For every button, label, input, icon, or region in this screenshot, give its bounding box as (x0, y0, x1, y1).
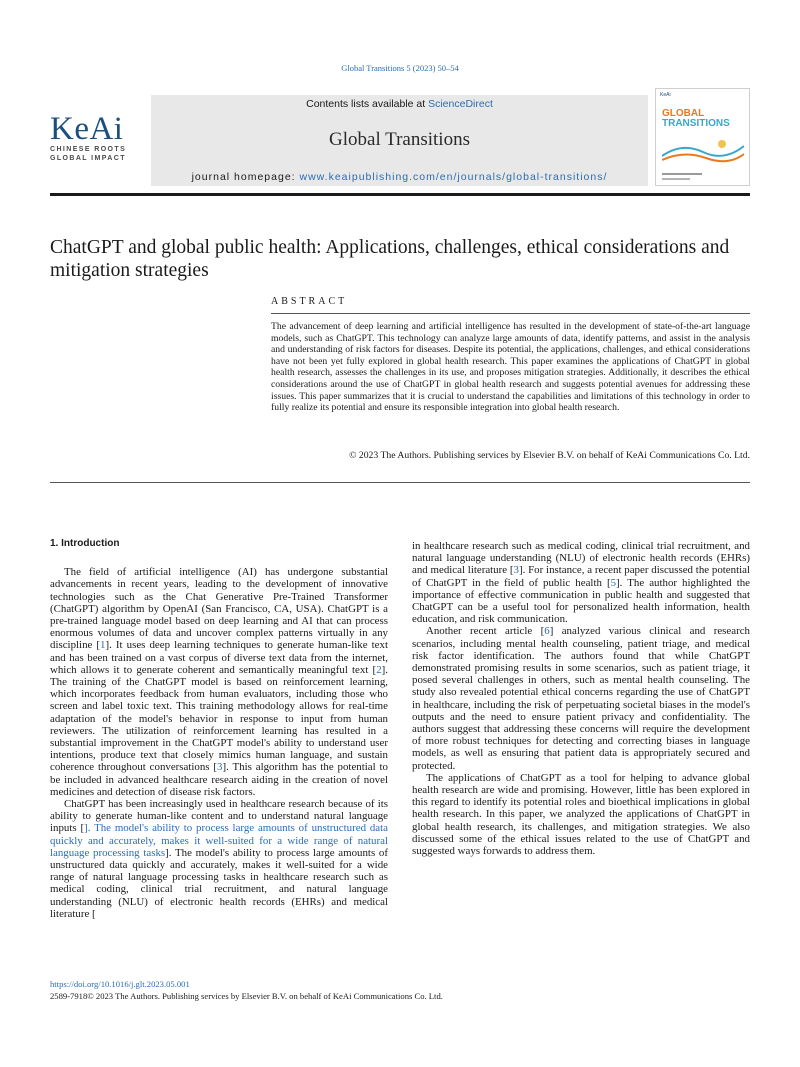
journal-masthead (151, 95, 648, 186)
journal-cover-thumbnail (655, 88, 750, 186)
intro-paragraph-4: The applications of ChatGPT as a tool for helping to advance global health research are wide and promising. However, little has been explored in this regard to identify its potential roles and bioethical implications in global health research. In this paper, we analyzed the applications of ChatGPT in global health research, its challenges, and mitigation strategies. We also discussed some of the ethical issues related to the use of ChatGPT and suggested ways forwards to address them. (412, 771, 750, 858)
citation-link[interactable]: 5 (610, 576, 617, 589)
citation-link[interactable]: ]. The model's ability to process large amounts of unstructured data quickly and accurately, makes it well-suited for a wide range of natural language processing tasks (50, 822, 388, 859)
logo-tagline-2: GLOBAL IMPACT (50, 154, 126, 162)
abstract-heading: ABSTRACT (271, 296, 348, 307)
text-run: in healthcare research such as medical coding, clinical trial recruitment, and natural language understanding (NLU) of electronic health records (EHRs) and medical literature [ (412, 540, 750, 577)
abstract-text: The advancement of deep learning and artificial intelligence has resulted in the development of state-of-the-art language models, such as ChatGPT. This technology can analyze large amounts of data, identify patterns, and assist in the analysis and understanding of risk factors for diseases. Despite its potential, the applications, challenges, and ethical considerations have not been yet fully explored in global health research. This paper examines the applications of ChatGPT in global health research, assesses the challenges in its use, and proposes mitigation strategies. Additionally, it describes the ethical considerations around the use of ChatGPT in global health research and suggests potential avenues for addressing these issues. This paper summarizes that it is crucial to understand the capabilities and limitations of this technology in order to fully realize its potential and ensure its responsible integration into global health research. (271, 321, 750, 414)
text-run: ]. This algorithm has the potential to be included in advanced healthcare research aiding in the creation of novel medicines and detection of disease risk factors. (50, 761, 388, 798)
citation-link[interactable]: 3 (513, 564, 519, 577)
intro-paragraph-2 (50, 798, 388, 920)
keai-logo (50, 112, 135, 163)
contents-line (151, 98, 648, 110)
contents-prefix: Contents lists available at (306, 98, 429, 110)
citation-link[interactable]: 1 (100, 639, 106, 652)
cover-title (662, 109, 730, 129)
intro-paragraph-1 (50, 566, 388, 798)
text-run: ]. The model's ability to process large amounts of unstructured data quickly and accurately, makes it well-suited for a wide range of natural language processing tasks in healthcare research such as medical coding, clinical trial recruitment, and natural language understanding (NLU) of electronic health records (EHRs) and medical literature [ (50, 846, 388, 920)
issn-copyright: 2589-7918© 2023 The Authors. Publishing services by Elsevier B.V. on behalf of KeAi Communications Co. Ltd. (50, 991, 443, 1001)
cover-title-line1: GLOBAL (662, 108, 705, 119)
cover-artwork-icon (662, 134, 744, 164)
intro-paragraph-3 (412, 625, 750, 771)
abstract-end-rule (50, 482, 750, 483)
citation-link[interactable]: 3 (217, 761, 223, 774)
text-run: Another recent article [ (426, 625, 545, 638)
logo-wordmark: KeAi (50, 111, 124, 147)
article-title: ChatGPT and global public health: Applications, challenges, ethical considerations and mitigation strategies (50, 237, 730, 281)
homepage-url-link[interactable]: www.keaipublishing.com/en/journals/global-transitions/ (299, 171, 608, 183)
journal-homepage (151, 171, 648, 183)
text-run: ] analyzed various clinical and research scenarios, including mental health counseling, patient triage, and medical risk factor identification. The authors found that while ChatGPT demonstrated promising results in some scenarios, such as patient triage, it posed several challenges in others, such as mental health counseling. The study also revealed potential ethical concerns regarding the use of ChatGPT in healthcare, including the risk of perpetuating societal biases in the model's outputs and the need to ensure patient privacy and confidentiality. The authors suggest that addressing these concerns will require the development of more robust techniques for detecting and correcting biases in language models, as well as ensuring that patient data is appropriately secured and protected. (412, 625, 750, 772)
text-run: ]. For instance, a recent paper discussed the potential of ChatGPT in the field of public health [ (412, 564, 750, 589)
sciencedirect-link[interactable]: ScienceDirect (428, 98, 493, 110)
logo-tagline-1: CHINESE ROOTS (50, 146, 127, 153)
citation-link[interactable]: 2 (376, 663, 382, 676)
text-run: ChatGPT has been increasingly used in healthcare research because of its ability to generate human-like content and to understand natural language inputs [ (50, 798, 388, 835)
abstract-rule (271, 313, 750, 314)
text-run: ]. The training of the ChatGPT model is based on reinforcement learning, which incorporates feedback from human evaluators, including those who screen and label toxic text. This training methodology allows for real-time adaptation of the model's behavior in response to input from human reviewers. The utilization of reinforcement learning has resulted in a substantial improvement in the ChatGPT model's ability to understand user intentions, produce text that closely mimics human language, and sustain coherence throughout conversations [ (50, 663, 388, 774)
text-run: The field of artificial intelligence (AI) has undergone substantial advancements in recent years, leading to the development of innovative technologies such as the Chat Generative Pre-Trained Transformer (ChatGPT) algorithm by OpenAI (San Francisco, CA, USA). ChatGPT is a pre-trained language model based on deep learning and AI that can process enormous volumes of data and uncover complex patterns virtually in any discipline [ (50, 566, 388, 652)
abstract-copyright: © 2023 The Authors. Publishing services by Elsevier B.V. on behalf of KeAi Communications Co. Ltd. (349, 450, 750, 461)
doi-link[interactable]: https://doi.org/10.1016/j.glt.2023.05.001 (50, 979, 190, 989)
header-rule (50, 193, 750, 196)
text-run: ]. The author highlighted the importance of effective communication in public health and suggested that ChatGPT can be a useful tool for personalized health information, health education, and risk communication. (412, 576, 750, 626)
body-column-left (50, 538, 388, 920)
cover-footer-line (662, 173, 702, 175)
journal-title: Global Transitions (329, 129, 470, 150)
citation-link[interactable]: 6 (544, 625, 550, 638)
cover-title-line2: TRANSITIONS (662, 118, 730, 129)
homepage-label: journal homepage: (191, 171, 300, 183)
running-head[interactable]: Global Transitions 5 (2023) 50–54 (341, 63, 459, 73)
body-column-right (412, 540, 750, 857)
text-run: ]. It uses deep learning techniques to generate human-like text and has been trained on a vast corpus of diverse text data from the internet, which allows it to generate coherent and semantically meaningful text [ (50, 639, 388, 676)
section-heading: 1. Introduction (50, 538, 120, 549)
cover-publisher: KeAi (660, 92, 671, 98)
cover-footer-line (662, 178, 690, 180)
intro-paragraph-2-continued (412, 540, 750, 625)
